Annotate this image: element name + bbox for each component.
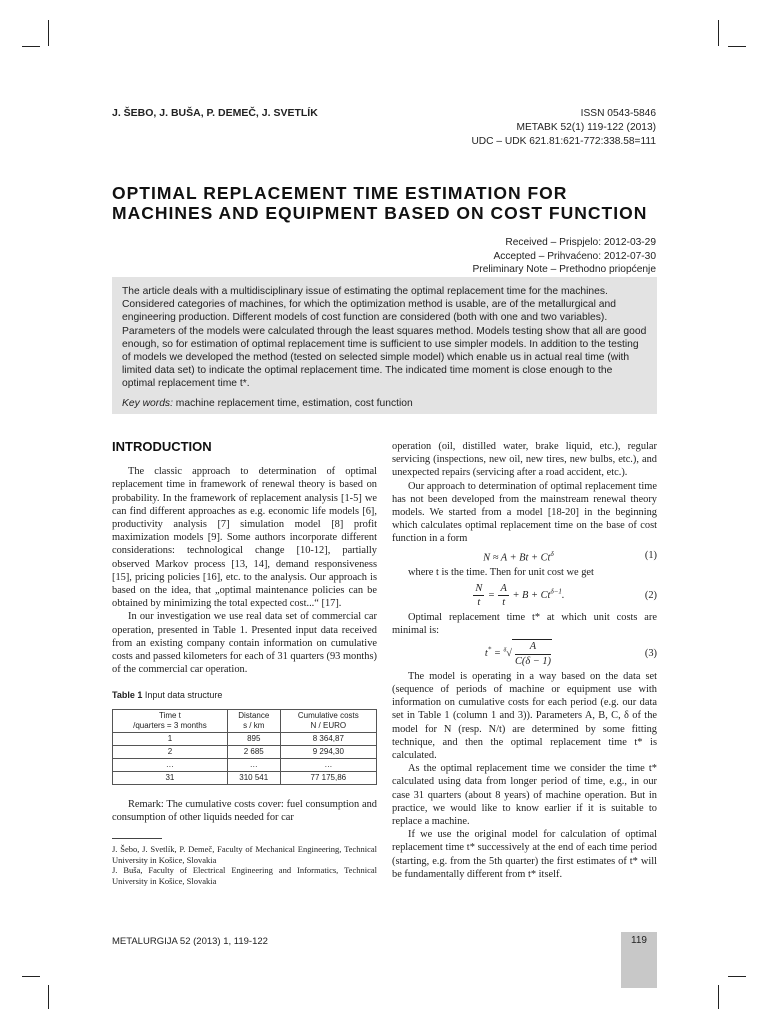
crop-mark (718, 985, 719, 1009)
abstract-box (112, 277, 657, 414)
section-heading: INTRODUCTION (112, 439, 212, 454)
paragraph: Remark: The cumulative costs cover: fuel consumption and consumption of other liquids needed for car (112, 798, 377, 823)
paragraph: Our approach to determination of optimal replacement time has not been developed from the mainstream renewal theory models. We started from a model [18-20] in the beginning which calculates optimal replacement time on the base of cost function in a form (392, 480, 657, 545)
input-data-table (112, 709, 377, 785)
crop-mark (728, 976, 746, 977)
equation-number: (3) (644, 647, 657, 659)
equation-3-body: t* = $^\delta$√ $\frac{A}{C(\delta - 1)}$ (484, 641, 552, 667)
journal-footer: METALURGIJA 52 (2013) 1, 119-122 (112, 936, 268, 947)
table-row: 2 2 685 9 294,30 (113, 745, 377, 758)
paragraph: operation (oil, distilled water, brake liquid, etc.), regular servicing (inspections, new oil, new tires, new bulbs, etc.), and unexpected repairs (servicing after a road accident, etc.). (392, 441, 657, 479)
footnote: J. Šebo, J. Svetlík, P. Demeč, Faculty of Mechanical Engineering, Technical University in Košice, Slovakia (112, 844, 377, 865)
table-row: … … … (113, 758, 377, 771)
crop-mark (718, 20, 719, 46)
table-header-row (113, 709, 377, 732)
crop-mark (48, 985, 49, 1009)
title-line-1: OPTIMAL REPLACEMENT TIME ESTIMATION FOR (112, 183, 568, 203)
equation-2 (392, 582, 657, 609)
paragraph: If we use the original model for calculation of optimal replacement time t* successively at the end of each time period (starting, e.g. from the 5th quarter) the first estimates of t* will be fundamentally different from t* itself. (392, 829, 657, 880)
table-header: Cumulative costs N / EURO (280, 709, 376, 732)
table-header: Time t /quarters = 3 months (113, 709, 228, 732)
metabk: METABK 52(1) 119-122 (2013) (516, 122, 656, 133)
table-header: Distance s / km (227, 709, 280, 732)
paragraph: As the optimal replacement time we consider the time t* calculated using data from longer period of time, e.g., in our case 31 quarters (about 8 years) of machine operation. But in practice, we would like to know earlier if it is suitable to replace a machine. (392, 763, 657, 827)
udc: UDC – UDK 621.81:621-772:338.58=111 (471, 136, 656, 147)
left-column (112, 440, 377, 886)
authors: J. ŠEBO, J. BUŠA, P. DEMEČ, J. SVETLÍK (112, 107, 318, 119)
equation-1 (392, 548, 657, 565)
page-number: 119 (631, 935, 647, 946)
equation-2-body: $\frac{N}{t}$ = $\frac{A}{t}$ + $B + Ct^{\delta-1}$. (475, 582, 565, 608)
paragraph: The model is operating in a way based on the data set (sequence of periods of machine or equipment use with information on cumulative costs for each period (e.g. our data set in Table 1 (column 1 and 3)). Parameters A, B, C, δ of the model for N (resp. N/t) are determined by some fitting technique, and then the optimal replacement time t* is calculated. (392, 670, 657, 761)
footnote: J. Buša, Faculty of Electrical Engineering and Informatics, Technical University in Košice, Slovakia (112, 865, 377, 886)
keywords (122, 397, 647, 410)
table-caption (112, 689, 377, 702)
keywords-text: machine replacement time, estimation, cost function (172, 397, 413, 409)
table-row: 31 310 541 77 175,86 (113, 771, 377, 784)
crop-mark (48, 20, 49, 46)
title-line-2: MACHINES AND EQUIPMENT BASED ON COST FUNCTION (112, 203, 648, 223)
equation-3 (392, 639, 657, 667)
abstract-text: The article deals with a multidisciplinary issue of estimating the optimal replacement time for the machines. Considered categories of machines, for which the optimization method is usable, are of the metallurgical and engineering production. Different models of cost function are considered (both with one and two variables). Parameters of the models were calculated through the least squares method. Models testing show that all are good enough, so for estimation of optimal replacement time is sufficient to use simpler models. In addition to the testing of models we developed the method (tested on selected simple model) which enable us in actual real time (with limited data set) to indicate the optimal replacement time. The indicated time moment is close enough to the optimal replacement time t*. (122, 286, 647, 390)
note-type: Preliminary Note – Prethodno priopćenje (472, 264, 656, 275)
issn: ISSN 0543-5846 (580, 108, 656, 119)
crop-mark (22, 976, 40, 977)
journal-meta (471, 107, 656, 149)
paragraph: In our investigation we use real data set of commercial car operation, presented in Table 1. Presented input data received from an existing company contain information on cumulative costs and passed kilometers for each of 31 quarters (93 months) of the commercial car operation. (112, 611, 377, 676)
table-row: 1 895 8 364,87 (113, 732, 377, 745)
dates (473, 236, 656, 277)
table-caption-text: Input data structure (142, 690, 223, 701)
equation-1-body: $N \approx A + Bt + Ct^\delta$ (483, 549, 554, 564)
paragraph: Optimal replacement time t* at which unit costs are minimal is: (392, 611, 657, 637)
accepted-date: Accepted – Prihvaćeno: 2012-07-30 (493, 250, 656, 262)
right-column (392, 440, 657, 881)
table-caption-label: Table 1 (112, 690, 143, 701)
paragraph: The classic approach to determination of optimal replacement time in framework of renewal theory is based on probability. In the framework of replacement analysis [1-5] we can find different approaches as e.g. economic life models [6], productivity analysis [7] simulation model [8] profit maximization models [9]. Some authors incorporate different considerations: technological change [10-12], partially observed Markov process [13, 14], demand responsiveness [15], pricing policies [16], etc. to the analysis. Our approach is based on the idea, that „optimal maintenance policies can be obtained by minimizing the total expected cost...“ [17]. (112, 466, 377, 610)
equation-number: (1) (644, 550, 657, 562)
crop-mark (22, 46, 40, 47)
received-date: Received – Prispjelo: 2012-03-29 (505, 237, 656, 248)
keywords-label: Key words: (122, 397, 173, 409)
equation-number: (2) (644, 589, 657, 601)
paragraph: where t is the time. Then for unit cost we get (408, 567, 594, 579)
footnote-divider (112, 838, 162, 839)
paper-title (112, 183, 647, 223)
crop-mark (728, 46, 746, 47)
